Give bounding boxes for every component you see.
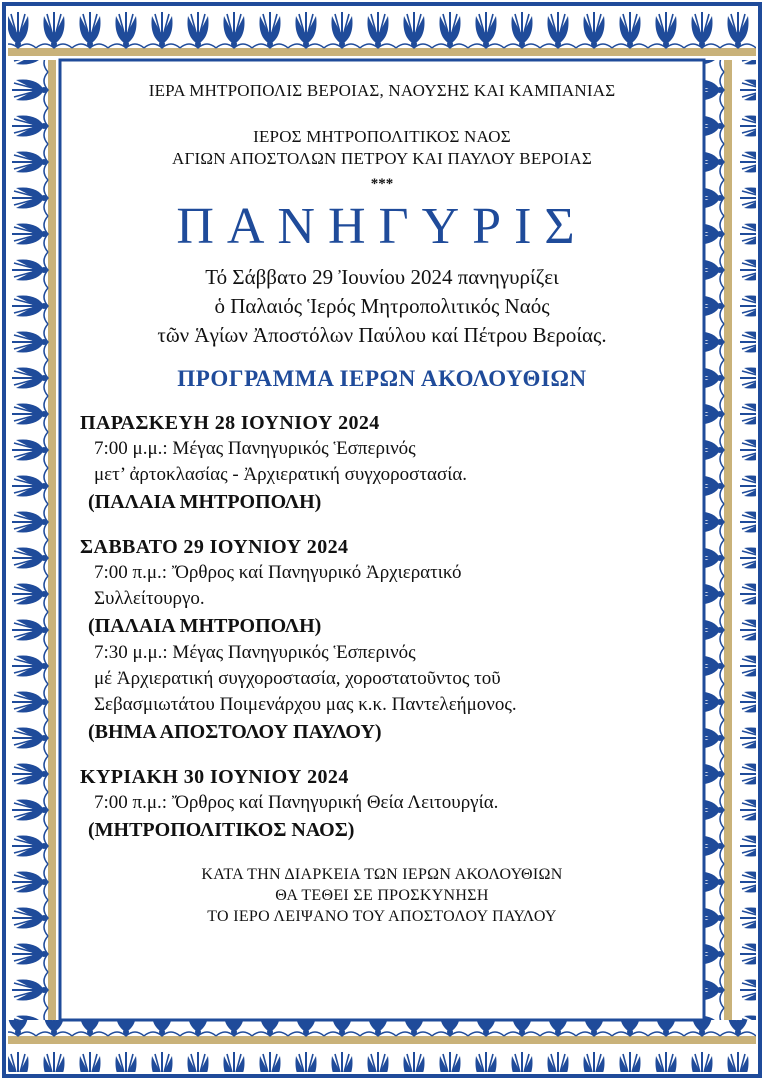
service-line: 7:00 π.μ.: Ὄρθρος καί Πανηγυρικό Ἀρχιερατικό [94, 562, 462, 583]
metropolis-name: ΙΕΡΑ ΜΗΤΡΟΠΟΛΙΣ ΒΕΡΟΙΑΣ, ΝΑΟΥΣΗΣ ΚΑΙ ΚΑΜΠΑΝΙΑΣ [148, 81, 616, 100]
service-line: 7:00 μ.μ.: Μέγας Πανηγυρικός Ἑσπερινός [94, 438, 416, 459]
header-block [62, 80, 702, 193]
notice-line-1: ΚΑΤΑ ΤΗΝ ΔΙΑΡΚΕΙΑ ΤΩΝ ΙΕΡΩΝ ΑΚΟΛΟΥΘΙΩΝ [201, 866, 563, 883]
intro-line-3: τῶν Ἁγίων Ἀποστόλων Παύλου καί Πέτρου Βεροίας. [157, 323, 607, 347]
intro-text [62, 263, 702, 350]
service-location: (ΠΑΛΑΙΑ ΜΗΤΡΟΠΟΛΗ) [88, 615, 322, 637]
service-line: μέ Ἀρχιερατική συγχοροστασία, χοροστατοῦντος τοῦ [94, 668, 501, 689]
intro-line-1: Τό Σάββατο 29 Ἰουνίου 2024 πανηγυρίζει [205, 265, 559, 289]
service-line: Σεβασμιωτάτου Ποιμενάρχου μας κ.κ. Παντελεήμονος. [94, 694, 517, 715]
program-title: ΠΡΟΓΡΑΜΜΑ ΙΕΡΩΝ ΑΚΟΛΟΥΘΙΩΝ [177, 366, 587, 391]
cathedral-name-line1: ΙΕΡΟΣ ΜΗΤΡΟΠΟΛΙΤΙΚΟΣ ΝΑΟΣ [253, 127, 511, 146]
day-sunday [62, 764, 702, 844]
service-line: 7:00 π.μ.: Ὄρθρος καί Πανηγυρική Θεία Λειτουργία. [94, 792, 499, 813]
notice-line-3: ΤΟ ΙΕΡΟ ΛΕΙΨΑΝΟ ΤΟΥ ΑΠΟΣΤΟΛΟΥ ΠΑΥΛΟΥ [207, 908, 557, 925]
stars-separator: *** [370, 176, 394, 192]
notice-line-2: ΘΑ ΤΕΘΕΙ ΣΕ ΠΡΟΣΚΥΝΗΣΗ [275, 887, 489, 904]
service-location: (ΒΗΜΑ ΑΠΟΣΤΟΛΟΥ ΠΑΥΛΟΥ) [88, 721, 382, 743]
day-saturday [62, 534, 702, 746]
intro-line-2: ὁ Παλαιός Ἱερός Μητροπολιτικός Ναός [214, 294, 550, 318]
service-line: 7:30 μ.μ.: Μέγας Πανηγυρικός Ἑσπερινός [94, 642, 416, 663]
service-line: Συλλείτουργο. [94, 588, 205, 609]
service-location: (ΠΑΛΑΙΑ ΜΗΤΡΟΠΟΛΗ) [88, 491, 322, 513]
day-date: ΠΑΡΑΣΚΕΥΗ 28 ΙΟΥΝΙΟΥ 2024 [80, 412, 380, 434]
poster-title: ΠΑΝΗΓΥΡΙΣ [176, 198, 588, 255]
cathedral-name-line2: ΑΓΙΩΝ ΑΠΟΣΤΟΛΩΝ ΠΕΤΡΟΥ ΚΑΙ ΠΑΥΛΟΥ ΒΕΡΟΙΑΣ [172, 149, 592, 168]
service-line: μετ’ ἀρτοκλασίας - Ἀρχιερατική συγχοροστασία. [94, 464, 468, 485]
service-location: (ΜΗΤΡΟΠΟΛΙΤΙΚΟΣ ΝΑΟΣ) [88, 819, 355, 841]
relic-notice [62, 864, 702, 927]
day-date: ΣΑΒΒΑΤΟ 29 ΙΟΥΝΙΟΥ 2024 [80, 536, 349, 558]
poster-content [62, 62, 702, 1018]
day-friday [62, 410, 702, 516]
day-date: ΚΥΡΙΑΚΗ 30 ΙΟΥΝΙΟΥ 2024 [80, 766, 349, 788]
